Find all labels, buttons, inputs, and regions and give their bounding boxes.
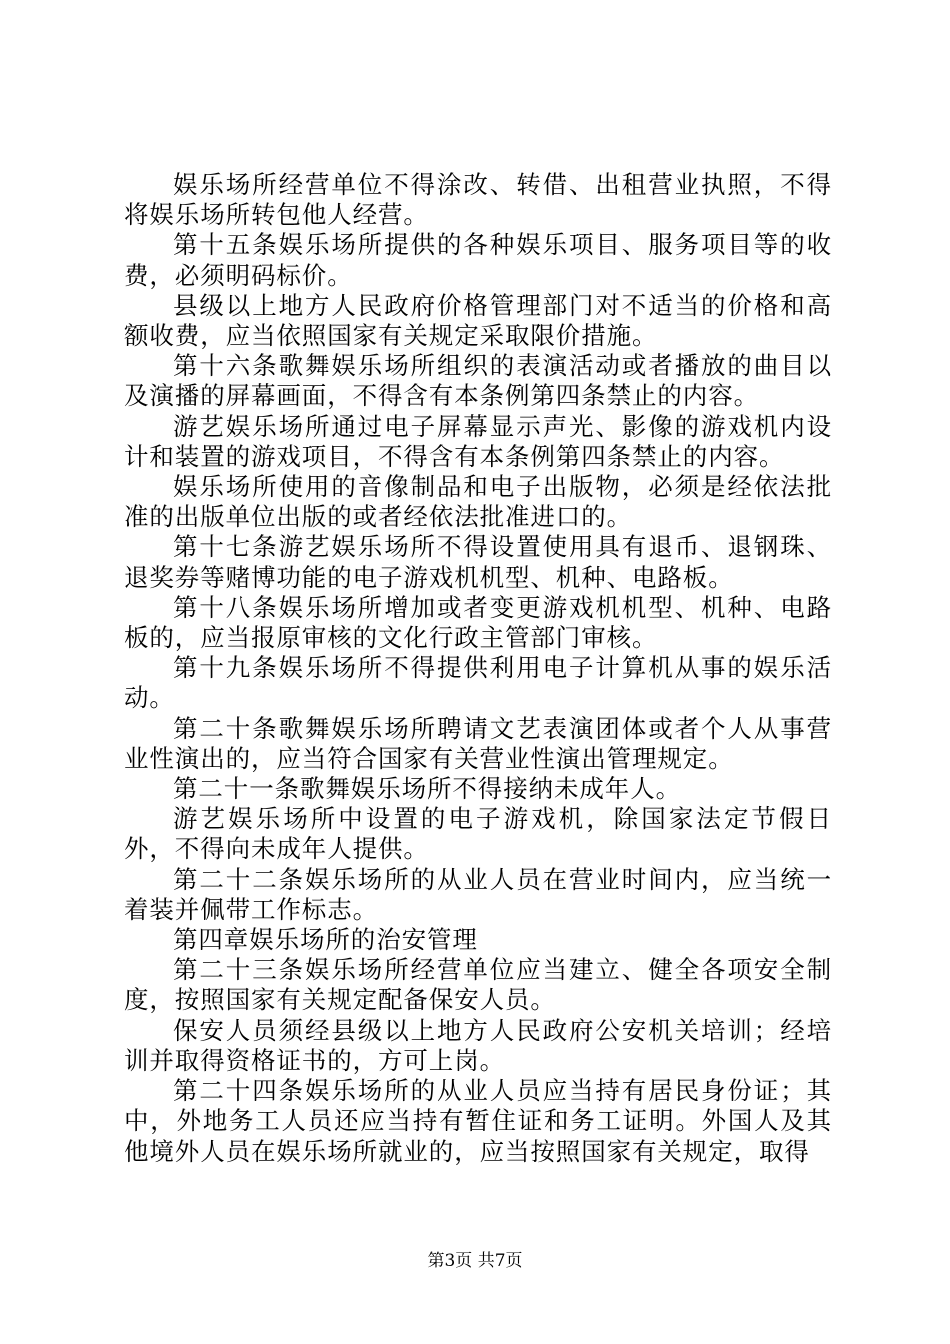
document-body xyxy=(124,170,832,1167)
paragraph-17: 第二十四条娱乐场所的从业人员应当持有居民身份证；其中，外地务工人员还应当持有暂住证和务工证明。外国人及其他境外人员在娱乐场所就业的，应当按照国家有关规定，取得 xyxy=(124,1076,832,1166)
paragraph-11: 第二十一条歌舞娱乐场所不得接纳未成年人。 xyxy=(173,774,681,804)
paragraph-4: 第十六条歌舞娱乐场所组织的表演活动或者播放的曲目以及演播的屏幕画面，不得含有本条例第四条禁止的内容。 xyxy=(124,351,832,411)
paragraph-6: 娱乐场所使用的音像制品和电子出版物，必须是经依法批准的出版单位出版的或者经依法批准进口的。 xyxy=(124,472,832,532)
paragraph-10: 第二十条歌舞娱乐场所聘请文艺表演团体或者个人从事营业性演出的，应当符合国家有关营业性演出管理规定。 xyxy=(124,713,832,773)
paragraph-8: 第十八条娱乐场所增加或者变更游戏机机型、机种、电路板的，应当报原审核的文化行政主管部门审核。 xyxy=(124,592,832,653)
paragraph-13: 第二十二条娱乐场所的从业人员在营业时间内，应当统一着装并佩带工作标志。 xyxy=(124,864,832,924)
paragraph-2: 第十五条娱乐场所提供的各种娱乐项目、服务项目等的收费，必须明码标价。 xyxy=(124,230,832,290)
paragraph-3: 县级以上地方人民政府价格管理部门对不适当的价格和高额收费，应当依照国家有关规定采取限价措施。 xyxy=(124,290,832,351)
paragraph-5: 游艺娱乐场所通过电子屏幕显示声光、影像的游戏机内设计和装置的游戏项目，不得含有本条例第四条禁止的内容。 xyxy=(124,411,832,471)
paragraph-15: 第二十三条娱乐场所经营单位应当建立、健全各项安全制度，按照国家有关规定配备保安人员。 xyxy=(124,955,832,1015)
paragraph-1: 娱乐场所经营单位不得涂改、转借、出租营业执照，不得将娱乐场所转包他人经营。 xyxy=(124,170,832,230)
chapter-heading: 第四章娱乐场所的治安管理 xyxy=(173,925,478,955)
paragraph-9: 第十九条娱乐场所不得提供利用电子计算机从事的娱乐活动。 xyxy=(124,653,832,713)
paragraph-12: 游艺娱乐场所中设置的电子游戏机，除国家法定节假日外，不得向未成年人提供。 xyxy=(124,804,832,864)
paragraph-7: 第十七条游艺娱乐场所不得设置使用具有退币、退钢珠、退奖券等赌博功能的电子游戏机机型、机种、电路板。 xyxy=(124,532,832,592)
paragraph-16: 保安人员须经县级以上地方人民政府公安机关培训；经培训并取得资格证书的，方可上岗。 xyxy=(124,1015,832,1075)
page-number-footer: 第3页 共7页 xyxy=(427,1251,523,1271)
